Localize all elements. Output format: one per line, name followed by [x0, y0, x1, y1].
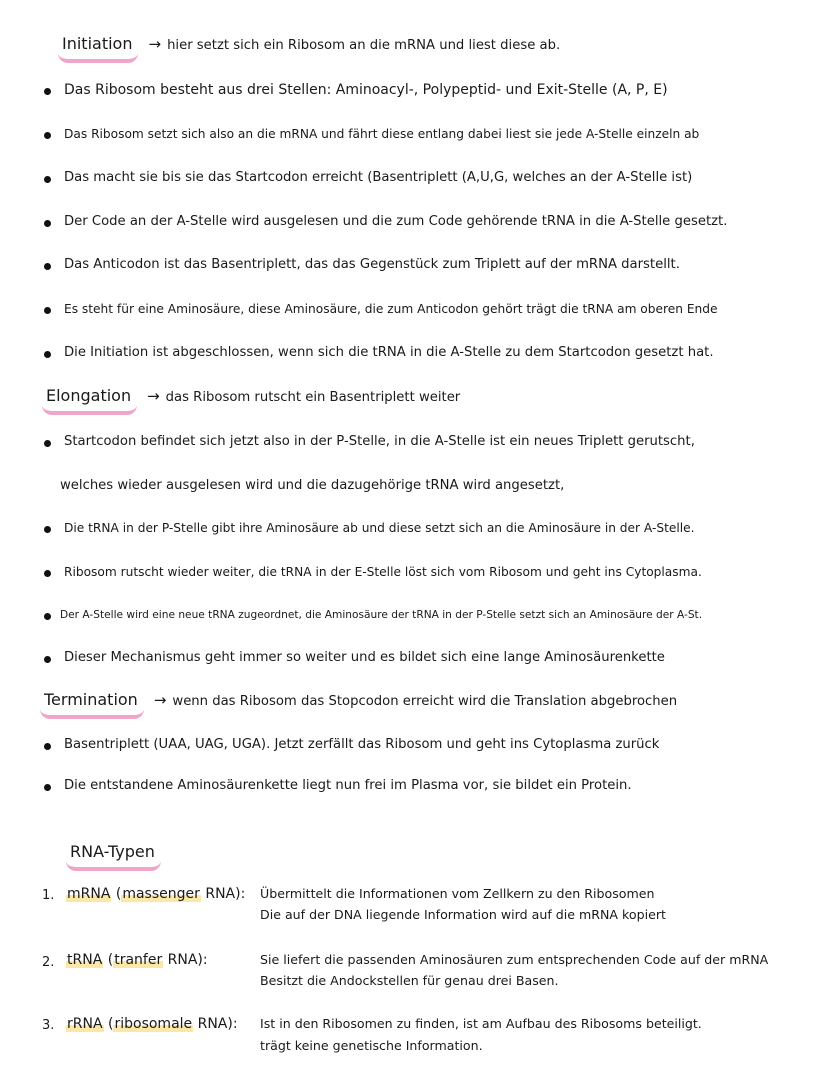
- elongation-bullet: Ribosom rutscht wieder weiter, die tRNA in der E-Stelle löst sich vom Ribosom und geht ins Cytoplasma.: [64, 565, 702, 579]
- elongation-intro: das Ribosom rutscht ein Basentriplett weiter: [165, 390, 461, 405]
- rna-suffix: RNA):: [205, 886, 246, 902]
- rna-item-number: 3.: [42, 1018, 55, 1033]
- bullet-dot: [44, 263, 51, 270]
- initiation-bullet: Das macht sie bis sie das Startcodon erreicht (Basentriplett (A,U,G, welches an der A-Stelle ist): [64, 170, 693, 185]
- termination-heading-line: [40, 690, 677, 719]
- initiation-bullet: Die Initiation ist abgeschlossen, wenn sich die tRNA in die A-Stelle zu dem Startcodon gesetzt hat.: [64, 345, 714, 360]
- bullet-dot: [44, 743, 51, 750]
- bullet-dot: [44, 176, 51, 183]
- initiation-bullet: Das Ribosom besteht aus drei Stellen: Aminoacyl-, Polypeptid- und Exit-Stelle (A, P, E): [64, 82, 668, 98]
- initiation-bullet: Das Ribosom setzt sich also an die mRNA und fährt diese entlang dabei liest sie jede A-Stelle einzeln ab: [64, 127, 700, 141]
- bullet-dot: [44, 613, 51, 620]
- rna-desc-2: Besitzt die Andockstellen für genau drei Basen.: [260, 973, 559, 988]
- initiation-heading-line: [58, 34, 560, 63]
- rna-full-name: ribosomale: [114, 1016, 193, 1032]
- elongation-bullet-line1: Startcodon befindet sich jetzt also in der P-Stelle, in die A-Stelle ist ein neues Triplett gerutscht,: [64, 434, 695, 449]
- rna-abbr: tRNA: [67, 952, 103, 968]
- initiation-bullet: Das Anticodon ist das Basentriplett, das das Gegenstück zum Triplett auf der mRNA darstellt.: [64, 257, 680, 272]
- rna-desc-2: trägt keine genetische Information.: [260, 1038, 483, 1053]
- elongation-bullet: Der A-Stelle wird eine neue tRNA zugeordnet, die Aminosäure der tRNA in der P-Stelle setzt sich an Aminosäure der A-St.: [60, 609, 703, 621]
- rna-abbr: mRNA: [67, 886, 111, 902]
- bullet-dot: [44, 526, 51, 533]
- rna-item-number: 1.: [42, 888, 55, 903]
- elongation-bullet: Dieser Mechanismus geht immer so weiter und es bildet sich eine lange Aminosäurenkette: [64, 650, 665, 665]
- initiation-bullet: Der Code an der A-Stelle wird ausgelesen und die zum Code gehörende tRNA in die A-Stelle gesetzt.: [64, 214, 728, 229]
- bullet-dot: [44, 570, 51, 577]
- rna-desc-1: Übermittelt die Informationen vom Zellkern zu den Ribosomen: [260, 886, 655, 901]
- arrow-icon: →: [153, 691, 167, 709]
- rna-types-heading: RNA-Typen: [66, 843, 161, 871]
- bullet-dot: [44, 307, 51, 314]
- rna-full-name: massenger: [122, 886, 200, 902]
- initiation-heading: Initiation: [58, 35, 138, 63]
- bullet-dot: [44, 784, 51, 791]
- bullet-dot: [44, 440, 51, 447]
- elongation-bullet-line2: welches wieder ausgelesen wird und die dazugehörige tRNA wird angesetzt,: [60, 478, 565, 493]
- bullet-dot: [44, 351, 51, 358]
- initiation-bullet: Es steht für eine Aminosäure, diese Aminosäure, die zum Anticodon gehört trägt die tRNA am oberen Ende: [64, 302, 718, 316]
- rna-types-heading-line: [66, 842, 171, 871]
- elongation-heading: Elongation: [42, 387, 137, 415]
- elongation-bullet: Die tRNA in der P-Stelle gibt ihre Aminosäure ab und diese setzt sich an die Aminosäure in der A-Stelle.: [64, 521, 695, 535]
- rna-suffix: RNA):: [167, 952, 208, 968]
- bullet-dot: [44, 132, 51, 139]
- rna-desc-1: Sie liefert die passenden Aminosäuren zum entsprechenden Code auf der mRNA: [260, 952, 769, 967]
- rna-item-title: [66, 886, 245, 902]
- rna-full-name: tranfer: [114, 952, 163, 968]
- initiation-intro: hier setzt sich ein Ribosom an die mRNA und liest diese ab.: [167, 38, 561, 53]
- bullet-dot: [44, 656, 51, 663]
- paren: (: [115, 886, 122, 902]
- arrow-icon: →: [148, 35, 162, 53]
- termination-intro: wenn das Ribosom das Stopcodon erreicht wird die Translation abgebrochen: [172, 694, 678, 709]
- bullet-dot: [44, 220, 51, 227]
- termination-bullet: Die entstandene Aminosäurenkette liegt nun frei im Plasma vor, sie bildet ein Protein.: [64, 778, 632, 793]
- paren: (: [108, 1016, 114, 1032]
- termination-heading: Termination: [40, 691, 144, 719]
- arrow-icon: →: [147, 387, 160, 405]
- elongation-heading-line: [42, 386, 460, 415]
- rna-item-number: 2.: [42, 955, 55, 970]
- rna-desc-1: Ist in den Ribosomen zu finden, ist am Aufbau des Ribosoms beteiligt.: [260, 1016, 702, 1031]
- rna-item-title: [66, 952, 208, 968]
- rna-item-title: [66, 1016, 238, 1032]
- rna-suffix: RNA):: [197, 1016, 238, 1032]
- paren: (: [107, 952, 114, 968]
- bullet-dot: [44, 88, 51, 95]
- rna-abbr: rRNA: [67, 1016, 103, 1032]
- rna-desc-2: Die auf der DNA liegende Information wird auf die mRNA kopiert: [260, 907, 666, 922]
- termination-bullet: Basentriplett (UAA, UAG, UGA). Jetzt zerfällt das Ribosom und geht ins Cytoplasma zurück: [64, 737, 660, 752]
